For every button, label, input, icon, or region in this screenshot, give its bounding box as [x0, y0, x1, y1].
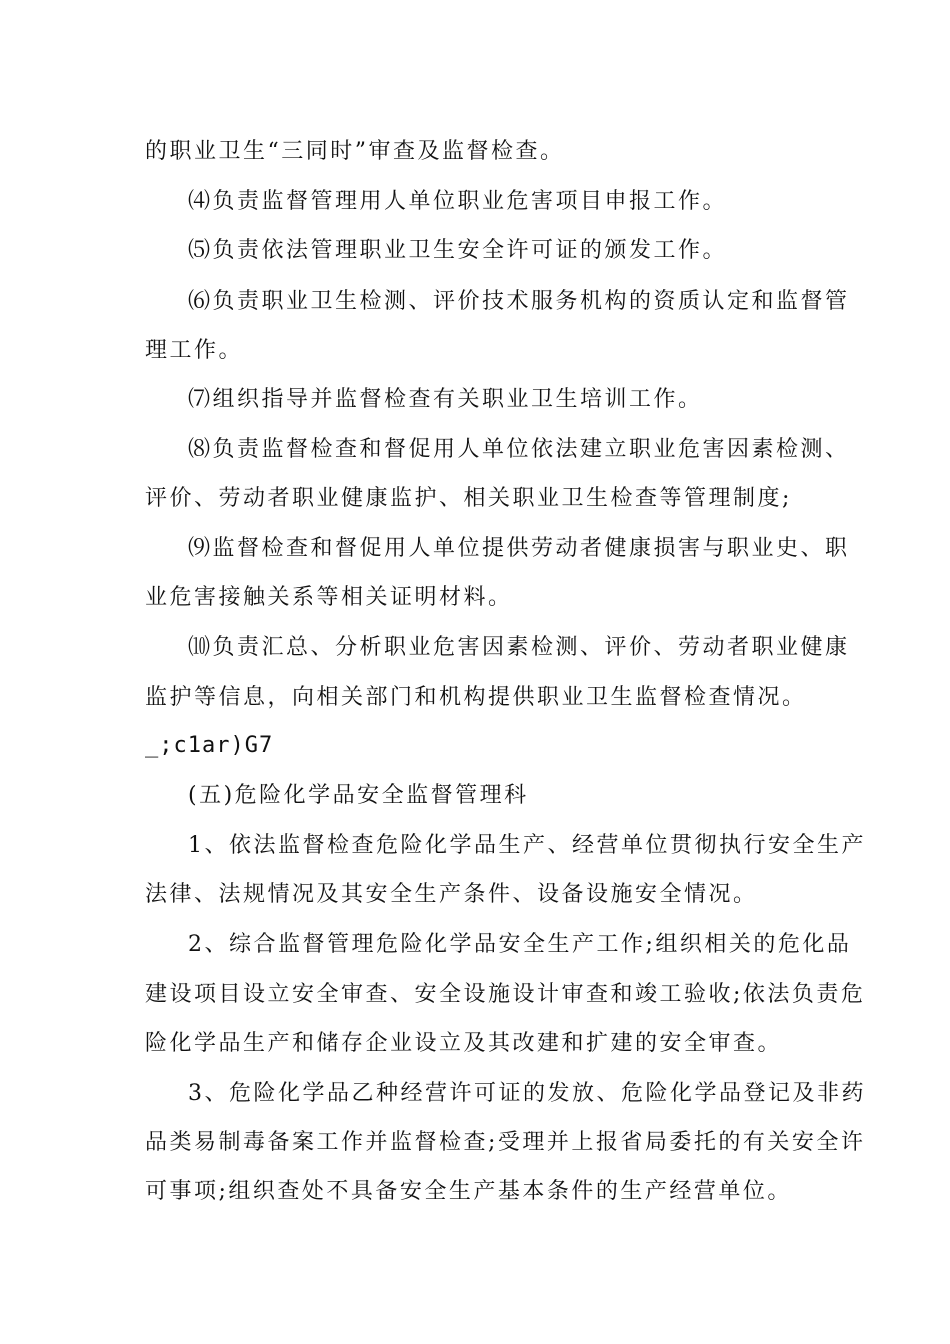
paragraph-12-line-1: 3、危险化学品乙种经营许可证的发放、危险化学品登记及非药	[188, 1081, 866, 1106]
paragraph-7-line-2: 业危害接触关系等相关证明材料。	[145, 585, 513, 610]
paragraph-7-line-1: ⑼监督检查和督促用人单位提供劳动者健康损害与职业史、职	[188, 536, 850, 561]
paragraph-3-line-1: ⑸负责依法管理职业卫生安全许可证的颁发工作。	[188, 238, 728, 263]
paragraph-2-line-1: ⑷负责监督管理用人单位职业危害项目申报工作。	[188, 189, 728, 214]
paragraph-11-line-3: 险化学品生产和储存企业设立及其改建和扩建的安全审查。	[145, 1031, 783, 1056]
paragraph-10-line-2: 法律、法规情况及其安全生产条件、设备设施安全情况。	[145, 882, 758, 907]
paragraph-5-line-1: ⑺组织指导并监督检查有关职业卫生培训工作。	[188, 387, 703, 412]
paragraph-6-line-2: 评价、劳动者职业健康监护、相关职业卫生检查等管理制度;	[145, 486, 792, 511]
paragraph-11-line-2: 建设项目设立安全审查、安全设施设计审查和竣工验收;依法负责危	[145, 982, 866, 1007]
paragraph-8-line-1: ⑽负责汇总、分析职业危害因素检测、评价、劳动者职业健康	[188, 635, 850, 660]
paragraph-10-line-1: 1、依法监督检查危险化学品生产、经营单位贯彻执行安全生产	[188, 833, 866, 858]
paragraph-1-line-1: 的职业卫生“三同时”审查及监督检查。	[145, 139, 565, 164]
paragraph-8-line-3: _;c1ar)G7	[145, 733, 274, 758]
paragraph-4-line-2: 理工作。	[145, 338, 244, 363]
paragraph-8-line-2: 监护等信息，向相关部门和机构提供职业卫生监督检查情况。	[145, 685, 807, 710]
paragraph-12-line-2: 品类易制毒备案工作并监督检查;受理并上报省局委托的有关安全许	[145, 1130, 866, 1155]
paragraph-12-line-3: 可事项;组织查处不具备安全生产基本条件的生产经营单位。	[145, 1179, 792, 1204]
paragraph-11-line-1: 2、综合监督管理危险化学品安全生产工作;组织相关的危化品	[188, 932, 852, 957]
paragraph-4-line-1: ⑹负责职业卫生检测、评价技术服务机构的资质认定和监督管	[188, 289, 850, 314]
section-heading: (五)危险化学品安全监督管理科	[188, 783, 529, 808]
paragraph-6-line-1: ⑻负责监督检查和督促用人单位依法建立职业危害因素检测、	[188, 437, 850, 462]
